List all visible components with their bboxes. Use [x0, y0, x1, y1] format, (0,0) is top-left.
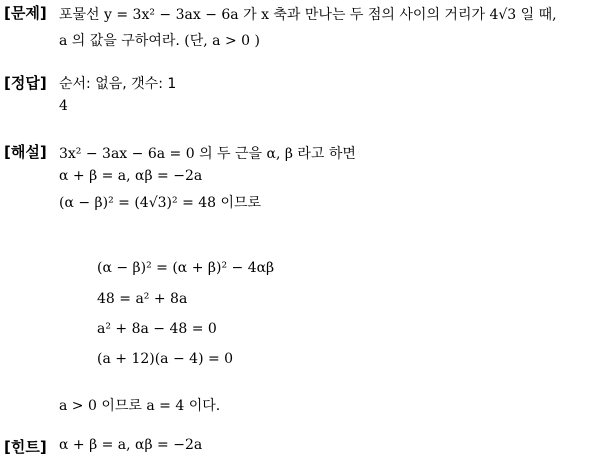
solution-line-2: α + β = a, αβ = −2a: [59, 168, 203, 184]
solution-equation-3: a² + 8a − 48 = 0: [97, 321, 217, 337]
problem-line-1: 포물선 y = 3x² − 3ax − 6a 가 x 축과 만나는 두 점의 사이의 거리가 4√3 일 때,: [59, 7, 557, 23]
answer-meta: 순서: 없음, 갯수: 1: [59, 76, 177, 92]
answer-tag: [정답]: [4, 74, 47, 92]
problem-line-2: a 의 값을 구하여라. (단, a > 0 ): [59, 33, 260, 49]
hint-tag: [힌트]: [4, 438, 47, 456]
answer-value: 4: [59, 98, 68, 114]
hint-line: α + β = a, αβ = −2a: [59, 437, 203, 453]
solution-equation-1: (α − β)² = (α + β)² − 4αβ: [97, 260, 275, 276]
problem-tag: [문제]: [4, 4, 47, 22]
solution-line-3: (α − β)² = (4√3)² = 48 이므로: [59, 195, 262, 211]
solution-line-1: 3x² − 3ax − 6a = 0 의 두 근을 α, β 라고 하면: [59, 146, 356, 162]
solution-equation-4: (a + 12)(a − 4) = 0: [97, 351, 234, 367]
solution-equation-2: 48 = a² + 8a: [97, 291, 188, 307]
solution-tag: [해설]: [4, 143, 47, 161]
solution-conclusion: a > 0 이므로 a = 4 이다.: [59, 398, 221, 414]
